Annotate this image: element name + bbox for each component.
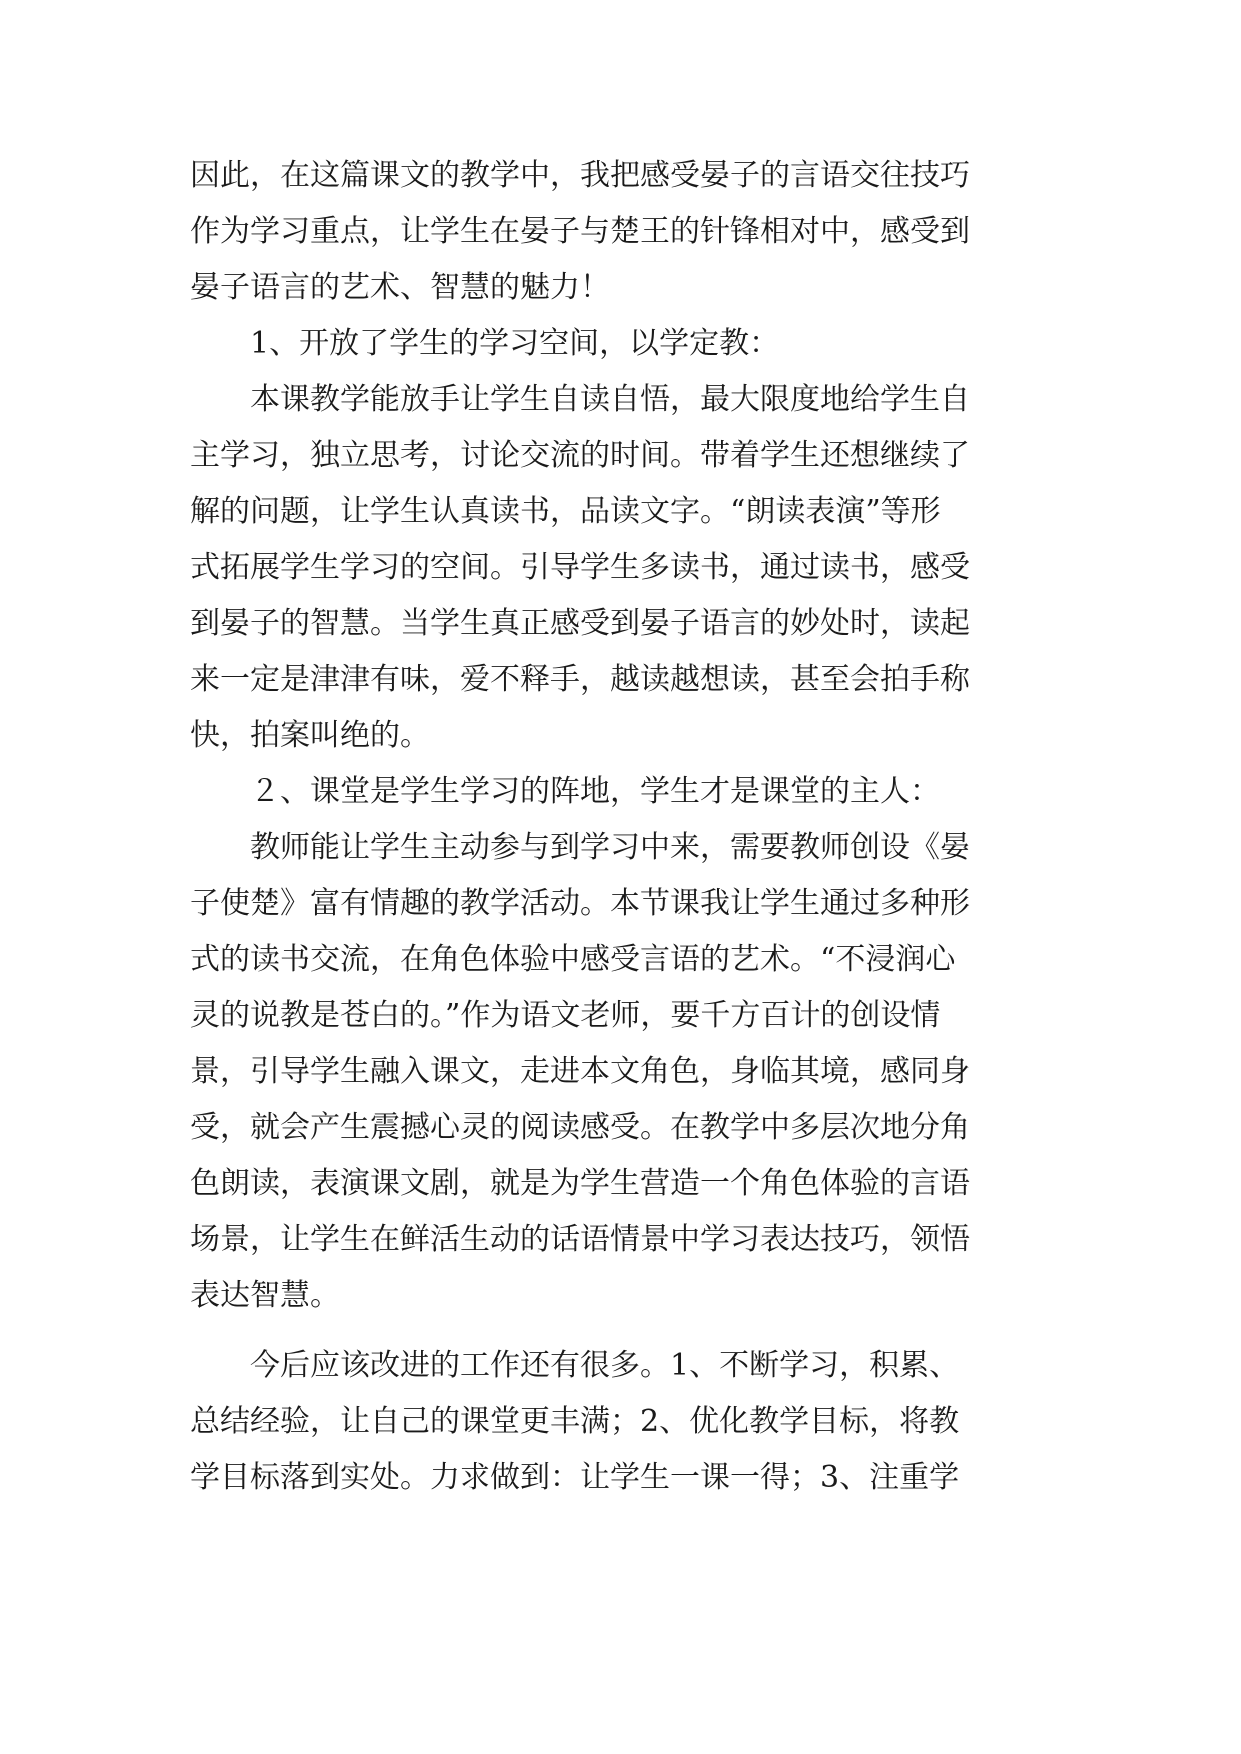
text-line: 学目标落到实处。力求做到：让学生一课一得；3、注重学 bbox=[190, 1460, 960, 1495]
text-line: 来一定是津津有味，爱不释手，越读越想读，甚至会拍手称 bbox=[190, 662, 970, 697]
text-line: 总结经验，让自己的课堂更丰满；2、优化教学目标，将教 bbox=[190, 1404, 960, 1439]
text-line: 今后应该改进的工作还有很多。1、不断学习，积累、 bbox=[250, 1348, 960, 1383]
text-line: 式的读书交流，在角色体验中感受言语的艺术。“不浸润心 bbox=[190, 942, 956, 977]
text-line: 色朗读，表演课文剧，就是为学生营造一个角色体验的言语 bbox=[190, 1166, 970, 1201]
text-line: 本课教学能放手让学生自读自悟，最大限度地给学生自 bbox=[250, 382, 970, 417]
text-line: 景，引导学生融入课文，走进本文角色，身临其境，感同身 bbox=[190, 1054, 970, 1089]
text-line: 到晏子的智慧。当学生真正感受到晏子语言的妙处时，读起 bbox=[190, 606, 970, 641]
text-line: 晏子语言的艺术、智慧的魅力！ bbox=[190, 270, 610, 305]
text-line: 灵的说教是苍白的。”作为语文老师，要千方百计的创设情 bbox=[190, 998, 941, 1033]
text-line: 作为学习重点，让学生在晏子与楚王的针锋相对中，感受到 bbox=[190, 214, 970, 249]
text-line: 表达智慧。 bbox=[190, 1278, 340, 1313]
text-line: 因此，在这篇课文的教学中，我把感受晏子的言语交往技巧 bbox=[190, 158, 970, 193]
text-line: 场景，让学生在鲜活生动的话语情景中学习表达技巧，领悟 bbox=[190, 1222, 970, 1257]
section-heading: 1、开放了学生的学习空间，以学定教： bbox=[250, 326, 780, 361]
text-line: 受，就会产生震撼心灵的阅读感受。在教学中多层次地分角 bbox=[190, 1110, 970, 1145]
section-heading: ２、课堂是学生学习的阵地，学生才是课堂的主人： bbox=[250, 774, 940, 809]
text-line: 式拓展学生学习的空间。引导学生多读书，通过读书，感受 bbox=[190, 550, 970, 585]
text-line: 快，拍案叫绝的。 bbox=[190, 718, 430, 753]
text-line: 教师能让学生主动参与到学习中来，需要教师创设《晏 bbox=[250, 830, 970, 865]
text-line: 主学习，独立思考，讨论交流的时间。带着学生还想继续了 bbox=[190, 438, 970, 473]
text-line: 子使楚》富有情趣的教学活动。本节课我让学生通过多种形 bbox=[190, 886, 970, 921]
text-line: 解的问题，让学生认真读书，品读文字。“朗读表演”等形 bbox=[190, 494, 941, 529]
